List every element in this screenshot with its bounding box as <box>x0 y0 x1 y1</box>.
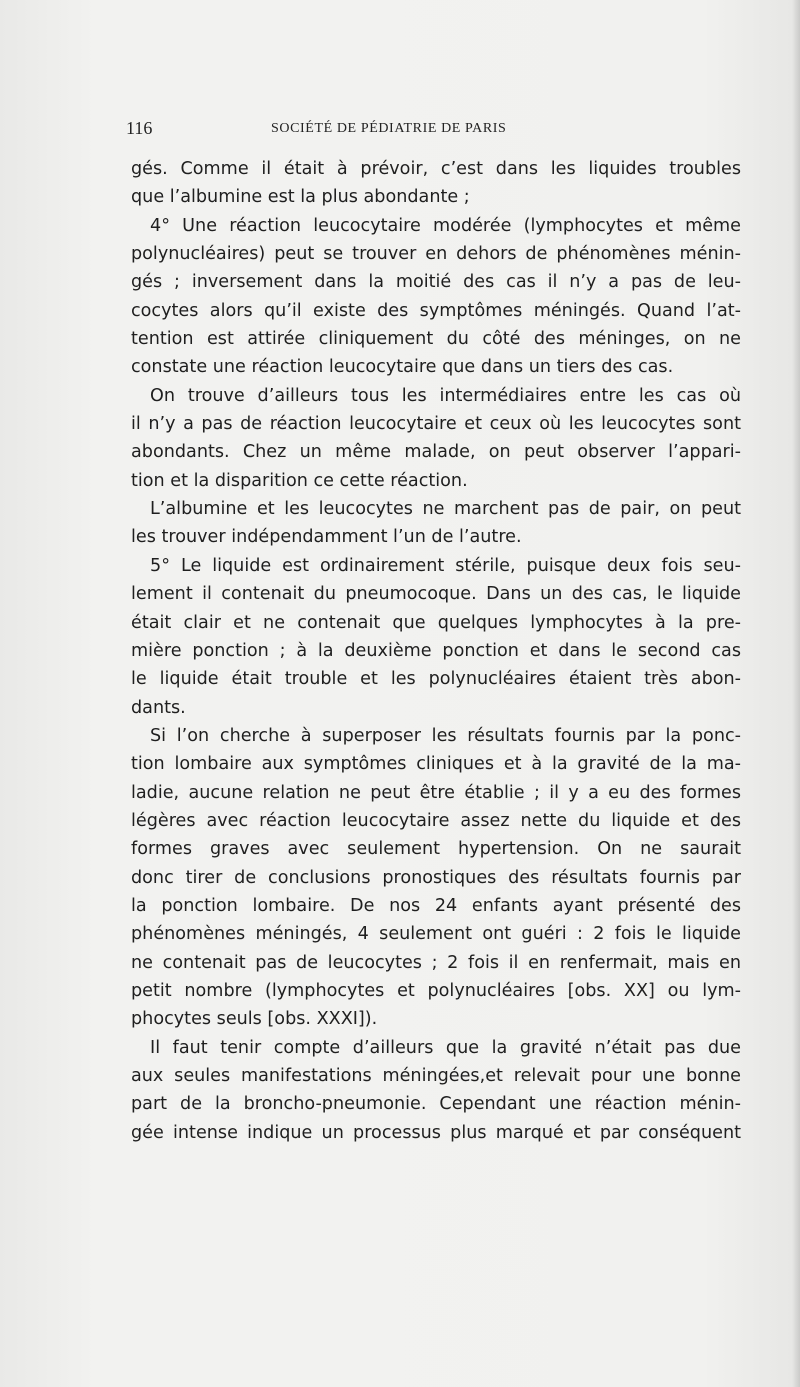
text-line: On trouve d’ailleurs tous les intermédiaires entre les cas où <box>150 385 741 406</box>
text-line: lement il contenait du pneumocoque. Dans un des cas, le liquide <box>131 584 741 605</box>
text-line: ladie, aucune relation ne peut être établie ; il y a eu des formes <box>131 782 741 803</box>
text-line: L’albumine et les leucocytes ne marchent pas de pair, on peut <box>150 499 741 520</box>
text-line: polynucléaires) peut se trouver en dehors de phénomènes ménin- <box>131 244 741 265</box>
body-text <box>131 155 741 1147</box>
page-number: 116 <box>126 118 153 138</box>
text-line: cocytes alors qu’il existe des symptômes méningés. Quand l’at- <box>131 300 741 321</box>
text-line: légères avec réaction leucocytaire assez nette du liquide et des <box>131 810 741 831</box>
text-line: ne contenait pas de leucocytes ; 2 fois il en renfermait, mais en <box>131 952 741 973</box>
page-header <box>126 118 740 146</box>
text-line: petit nombre (lymphocytes et polynucléaires [obs. XX] ou lym- <box>131 980 741 1001</box>
text-line: le liquide était trouble et les polynucléaires étaient très abon- <box>131 669 741 690</box>
text-line: tention est attirée cliniquement du côté des méninges, on ne <box>131 329 741 350</box>
text-line: phénomènes méningés, 4 seulement ont guéri : 2 fois le liquide <box>131 924 741 945</box>
text-line: gés. Comme il était à prévoir, c’est dans les liquides troubles <box>131 159 741 179</box>
text-line: part de la broncho-pneumonie. Cependant une réaction ménin- <box>131 1094 741 1115</box>
text-line: aux seules manifestations méningées,et relevait pour une bonne <box>131 1066 741 1086</box>
page-edge-shadow <box>792 0 800 1387</box>
text-line: donc tirer de conclusions pronostiques des résultats fournis par <box>131 867 741 888</box>
text-line: les trouver indépendamment l’un de l’autre. <box>131 527 522 548</box>
text-line: gée intense indique un processus plus marqué et par conséquent <box>131 1122 741 1143</box>
text-line: formes graves avec seulement hypertension. On ne saurait <box>131 839 741 860</box>
text-line: il n’y a pas de réaction leucocytaire et ceux où les leucocytes sont <box>131 414 741 435</box>
text-line: dants. <box>131 697 186 718</box>
running-title: SOCIÉTÉ DE PÉDIATRIE DE PARIS <box>271 121 507 136</box>
text-line: gés ; inversement dans la moitié des cas il n’y a pas de leu- <box>131 272 741 293</box>
text-line: que l’albumine est la plus abondante ; <box>131 187 470 208</box>
text-line: Si l’on cherche à superposer les résultats fournis par la ponc- <box>150 725 741 746</box>
text-line: mière ponction ; à la deuxième ponction et dans le second cas <box>131 640 741 661</box>
text-line: Il faut tenir compte d’ailleurs que la gravité n’était pas due <box>150 1037 741 1058</box>
text-line: la ponction lombaire. De nos 24 enfants ayant présenté des <box>131 895 741 916</box>
text-line: 4° Une réaction leucocytaire modérée (lymphocytes et même <box>150 215 741 236</box>
text-line: phocytes seuls [obs. XXXI]). <box>131 1009 378 1030</box>
text-line: était clair et ne contenait que quelques lymphocytes à la pre- <box>131 612 741 633</box>
text-line: constate une réaction leucocytaire que dans un tiers des cas. <box>131 357 674 378</box>
text-line: abondants. Chez un même malade, on peut observer l’appari- <box>131 442 741 463</box>
text-line: tion lombaire aux symptômes cliniques et à la gravité de la ma- <box>131 754 741 775</box>
text-line: 5° Le liquide est ordinairement stérile, puisque deux fois seu- <box>150 555 741 576</box>
text-line: tion et la disparition ce cette réaction. <box>131 470 468 491</box>
